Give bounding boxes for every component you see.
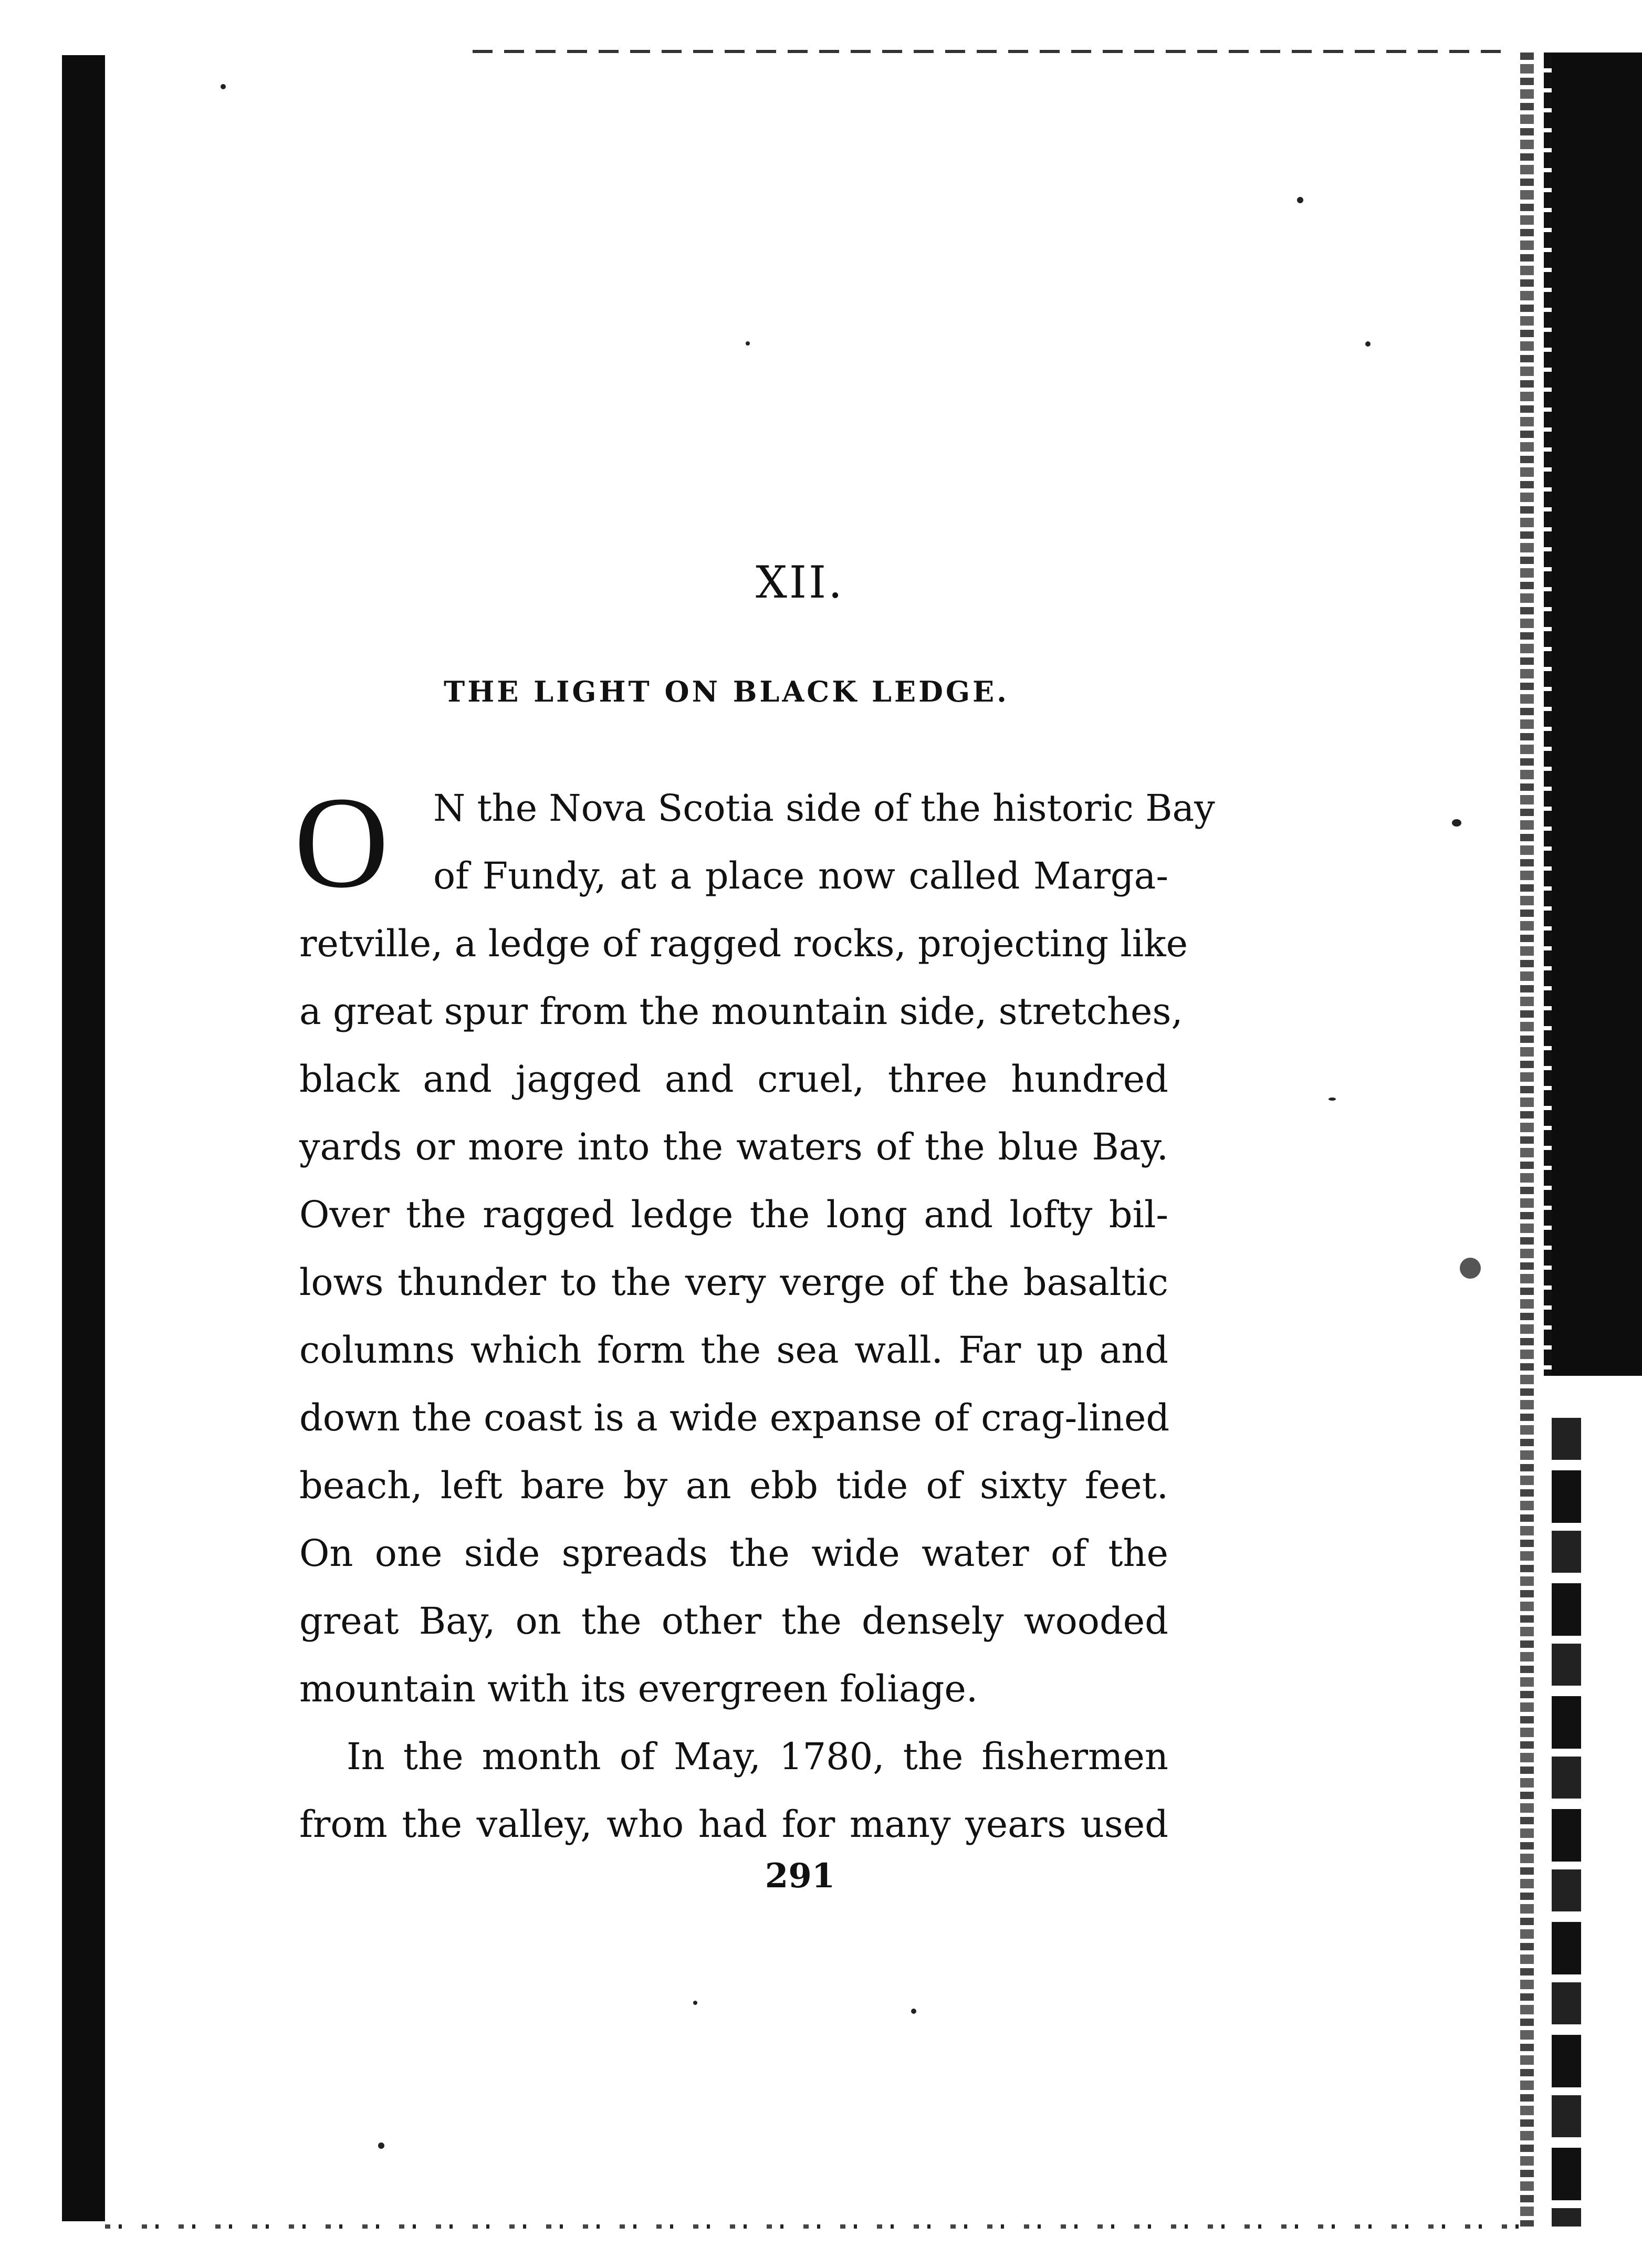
speck xyxy=(693,2001,697,2005)
scan-binding-shadow-left xyxy=(62,55,105,2221)
scan-edge-right xyxy=(1520,53,1534,2227)
drop-cap: O xyxy=(294,770,389,915)
page-number: 291 xyxy=(765,1856,835,1896)
chapter-number: XII. xyxy=(756,557,844,608)
text-line: In the month of May, 1780, the fishermen xyxy=(347,1735,1168,1778)
body-text xyxy=(299,775,1215,1858)
text-line: a great spur from the mountain side, stretches, xyxy=(299,990,1183,1033)
speck xyxy=(378,2142,384,2149)
text-line: lows thunder to the very verge of the basaltic xyxy=(299,1261,1168,1304)
speck xyxy=(746,341,750,346)
speck xyxy=(1460,1258,1481,1279)
text-line: yards or more into the waters of the blue Bay. xyxy=(299,1125,1168,1168)
text-line: columns which form the sea wall. Far up and xyxy=(299,1329,1168,1372)
text-line: of Fundy, at a place now called Marga- xyxy=(433,854,1168,897)
text-line: mountain with its evergreen foliage. xyxy=(299,1667,978,1710)
text-line: retville, a ledge of ragged rocks, projecting like xyxy=(299,922,1188,965)
speck xyxy=(1297,197,1303,203)
scan-binding-shadow-right xyxy=(1552,53,1642,1376)
speck xyxy=(1365,341,1371,347)
text-line: beach, left bare by an ebb tide of sixty feet. xyxy=(299,1464,1168,1507)
text-line: N the Nova Scotia side of the historic Bay xyxy=(433,787,1215,830)
text-line: great Bay, on the other the densely wooded xyxy=(299,1600,1168,1643)
text-line: down the coast is a wide expanse of crag-lined xyxy=(299,1396,1170,1439)
scan-edge-bottom xyxy=(105,2224,1523,2229)
speck xyxy=(911,2009,916,2014)
speck xyxy=(1452,819,1461,827)
scan-edge-right-lower xyxy=(1552,1418,1581,2227)
text-line: Over the ragged ledge the long and lofty bil- xyxy=(299,1193,1168,1236)
text-line: black and jagged and cruel, three hundred xyxy=(299,1058,1168,1101)
text-line: On one side spreads the wide water of the xyxy=(299,1532,1168,1575)
chapter-title: THE LIGHT ON BLACK LEDGE. xyxy=(444,675,1009,708)
speck xyxy=(221,84,226,89)
scan-edge-top xyxy=(473,50,1512,53)
speck xyxy=(1329,1098,1336,1101)
text-line: from the valley, who had for many years used xyxy=(299,1803,1168,1846)
